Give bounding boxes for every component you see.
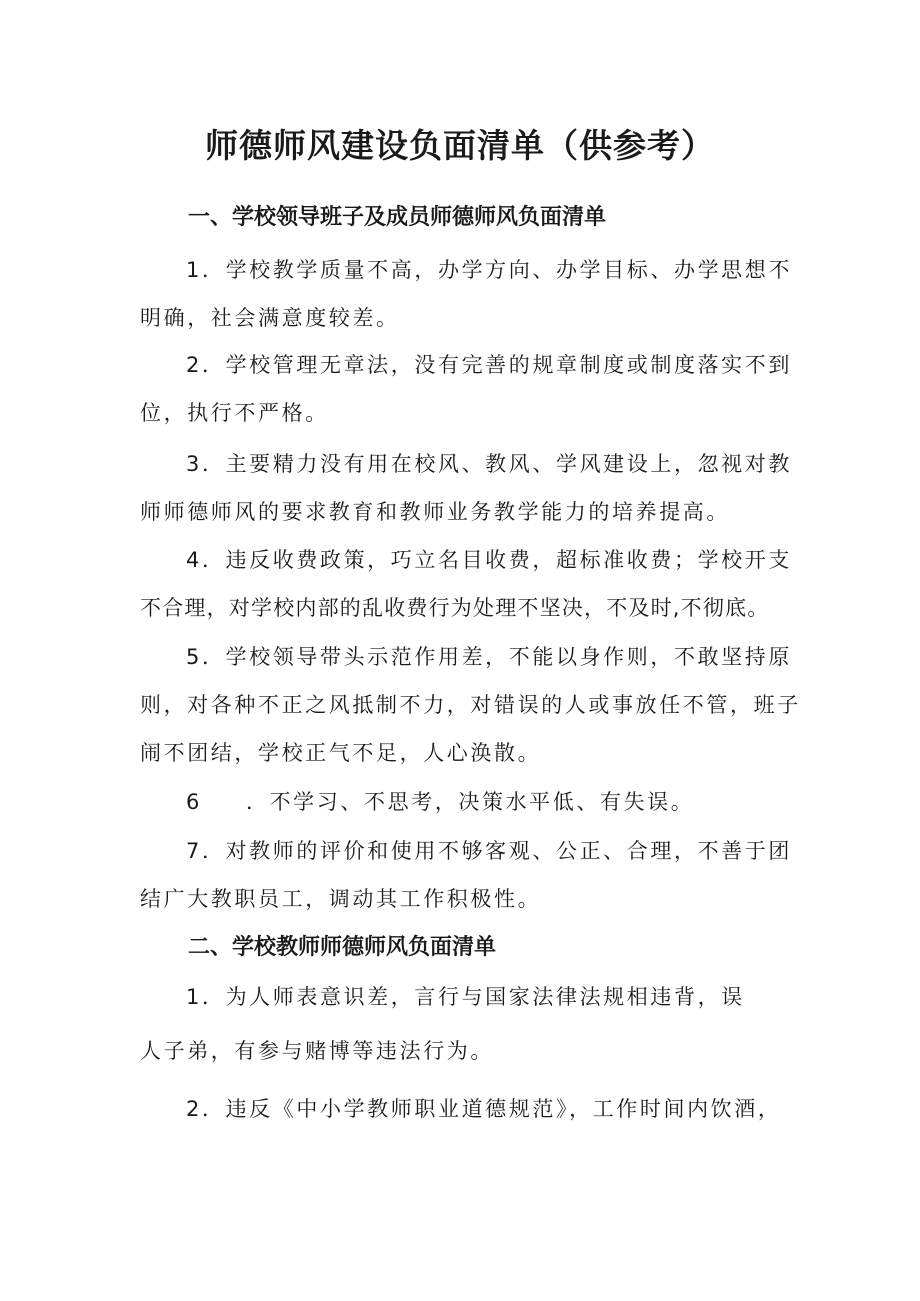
item-text: ．对教师的评价和使用不够客观、公正、合理，不善于团 [201,839,792,863]
section-1-item-1-line-1 [186,255,792,285]
item-number: 1 [186,985,202,1009]
section-1-item-5-line-1 [186,642,792,672]
item-text: ．学校教学质量不高，办学方向、办学目标、办学思想不 [201,258,792,282]
item-number: 4 [186,548,202,572]
item-text: ．学校管理无章法，没有完善的规章制度或制度落实不到 [201,353,792,377]
section-2-heading: 二、学校教师师德师风负面清单 [188,935,497,960]
item-text: ．违反收费政策，巧立名目收费，超标准收费；学校开支 [201,548,792,572]
item-number: 3 [186,452,202,476]
item-text: ．学校领导带头示范作用差，不能以身作则，不敢坚持原 [201,645,792,669]
item-number: 7 [186,839,202,863]
section-1-item-5-line-2: 则，对各种不正之风抵制不力，对错误的人或事放任不管，班子 [140,693,801,717]
section-1-item-6-line-1 [186,787,694,817]
section-1-item-2-line-1 [186,350,792,380]
item-number: 5 [186,645,202,669]
item-number: 1 [186,258,202,282]
section-2-item-1-line-1 [186,982,745,1012]
item-number: 2 [186,353,202,377]
section-1-item-7-line-2: 结广大教职员工，调动其工作积极性。 [140,887,542,911]
section-1-item-5-line-3: 闹不团结，学校正气不足，人心涣散。 [140,741,542,765]
item-text: ．不学习、不思考，决策水平低、有失误。 [245,790,695,814]
item-text: ．主要精力没有用在校风、教风、学风建设上，忽视对教 [201,452,792,476]
document-title: 师德师风建设负面清单（供参考） [205,126,715,165]
section-2-item-1-line-2: 人子弟，有参与赌博等违法行为。 [140,1039,494,1063]
section-1-item-2-line-2: 位，执行不严格。 [140,401,329,425]
item-text: ．违反《中小学教师职业道德规范》，工作时间内饮酒， [201,1097,782,1121]
section-1-heading: 一、学校领导班子及成员师德师风负面清单 [188,205,607,230]
item-number: 6 [186,790,202,814]
section-1-item-4-line-2: 不合理，对学校内部的乱收费行为处理不坚决，不及时,不彻底。 [140,596,770,620]
section-2-item-2-line-1 [186,1094,781,1124]
item-number: 2 [186,1097,202,1121]
item-text: ．为人师表意识差，言行与国家法律法规相违背，误 [201,985,745,1009]
section-1-item-3-line-2: 师师德师风的要求教育和教师业务教学能力的培养提高。 [140,500,730,524]
section-1-item-7-line-1 [186,836,792,866]
section-1-item-4-line-1 [186,545,792,575]
section-1-item-3-line-1 [186,449,792,479]
section-1-item-1-line-2: 明确，社会满意度较差。 [140,306,400,330]
